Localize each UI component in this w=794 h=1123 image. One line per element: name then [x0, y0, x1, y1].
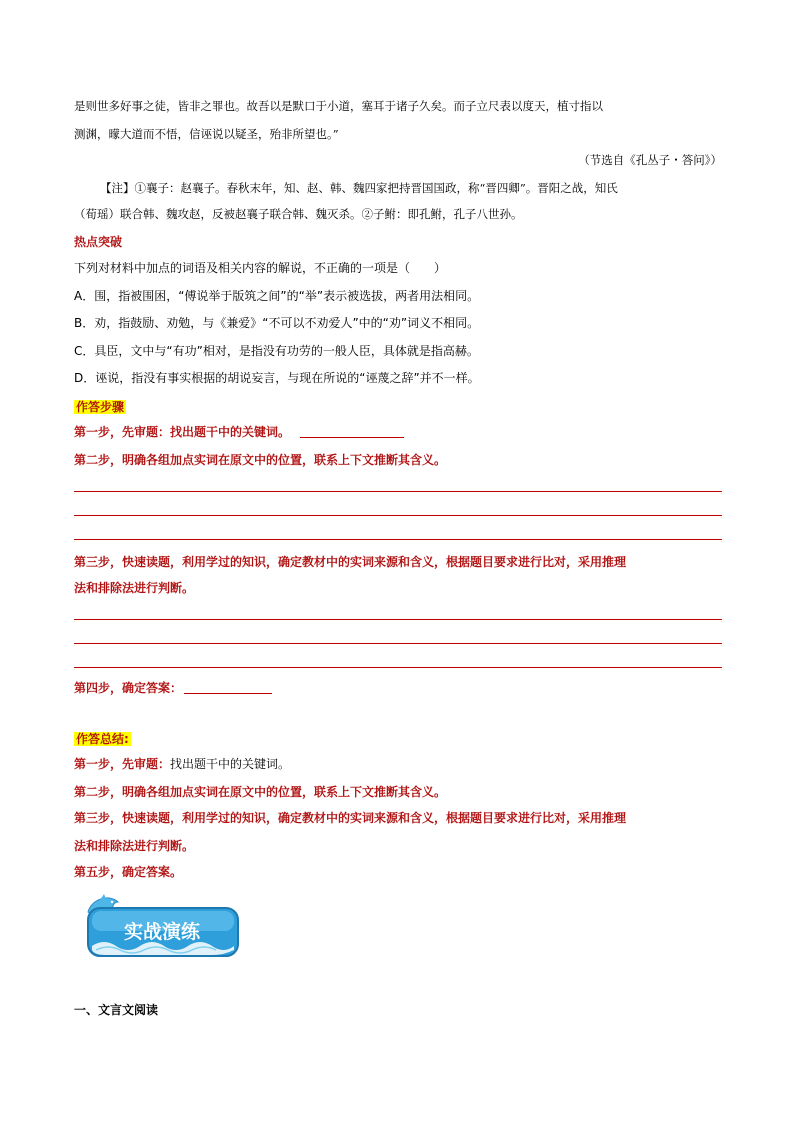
steps-title: 作答步骤: [76, 400, 125, 414]
summary-step-1: [74, 752, 722, 776]
steps-title-row: [74, 396, 722, 417]
summary-step-2: 第二步，明确各组加点实词在原文中的位置，联系上下文推断其含义。: [74, 785, 447, 799]
summary-title-row: [74, 728, 722, 749]
step-1-text: 第一步，先审题：找出题干中的关键词。: [74, 425, 291, 439]
dolphin-badge-graphic: [82, 892, 242, 962]
summary-step-5: 第五步，确定答案。: [74, 865, 183, 879]
passage-line-1: 是则世多好事之徒，皆非之罪也。故吾以是默口于小道，塞耳于诸子久矣。而子立尺表以度天，植寸指以: [74, 99, 603, 113]
step-4-text: 第四步，确定答案：: [74, 681, 183, 695]
summary-title: 作答总结:: [76, 732, 129, 746]
answer-line-1[interactable]: [74, 491, 722, 492]
option-a: A．围，指被围困，“傅说举于版筑之间”的“举”表示被选拔，两者用法相同。: [74, 289, 480, 303]
step-2: 第二步，明确各组加点实词在原文中的位置，联系上下文推断其含义。: [74, 453, 447, 467]
summary-step-3-line-1: 第三步，快速读题，利用学过的知识，确定教材中的实词来源和含义，根据题目要求进行比对，采用推理: [74, 811, 627, 825]
passage-source: （节选自《孔丛子・答问》）: [578, 153, 722, 167]
practice-badge: [82, 892, 242, 962]
step-4-answer-blank[interactable]: [184, 681, 272, 694]
step-1-answer-blank[interactable]: [300, 425, 404, 438]
summary-step-1-label: 第一步，先审题：: [74, 757, 171, 771]
hotspot-label: 热点突破: [74, 235, 123, 249]
answer-line-2[interactable]: [74, 515, 722, 516]
answer-line-3[interactable]: [74, 539, 722, 540]
summary-step-1-rest: 找出题干中的关键词。: [170, 757, 291, 771]
note-line-2: （荀瑶）联合韩、魏攻赵，反被赵襄子联合韩、魏灭杀。②子鲋：即孔鲋，孔子八世孙。: [74, 207, 523, 221]
answer-line-4[interactable]: [74, 619, 722, 620]
step-3-line-2: 法和排除法进行判断。: [74, 581, 195, 595]
question-stem: 下列对材料中加点的词语及相关内容的解说，不正确的一项是（ ）: [74, 261, 447, 275]
option-b: B．劝，指鼓励、劝勉，与《兼爱》“不可以不劝爱人”中的“劝”词义不相同。: [74, 316, 480, 330]
passage-line-2: 测渊，曚大道而不悟，信诬说以疑圣，殆非所望也。”: [74, 127, 339, 141]
note-line-1: 【注】①襄子：赵襄子。春秋末年，知、赵、韩、魏四家把持晋国国政，称“晋四卿”。晋阳之战，知氏: [100, 181, 618, 195]
option-c: C．具臣，文中与“有功”相对，是指没有功劳的一般人臣，具体就是指高赫。: [74, 344, 479, 358]
answer-line-5[interactable]: [74, 643, 722, 644]
step-3-line-1: 第三步，快速读题，利用学过的知识，确定教材中的实词来源和含义，根据题目要求进行比对，采用推理: [74, 555, 627, 569]
step-4: [74, 676, 722, 700]
section-heading: 一、文言文阅读: [74, 1003, 159, 1017]
badge-label: 实战演练: [123, 921, 201, 943]
step-1: [74, 420, 722, 444]
summary-step-3-line-2: 法和排除法进行判断。: [74, 839, 195, 853]
answer-line-6[interactable]: [74, 667, 722, 668]
option-d: D．诬说，指没有事实根据的胡说妄言，与现在所说的“诬蔑之辞”并不一样。: [74, 371, 480, 385]
